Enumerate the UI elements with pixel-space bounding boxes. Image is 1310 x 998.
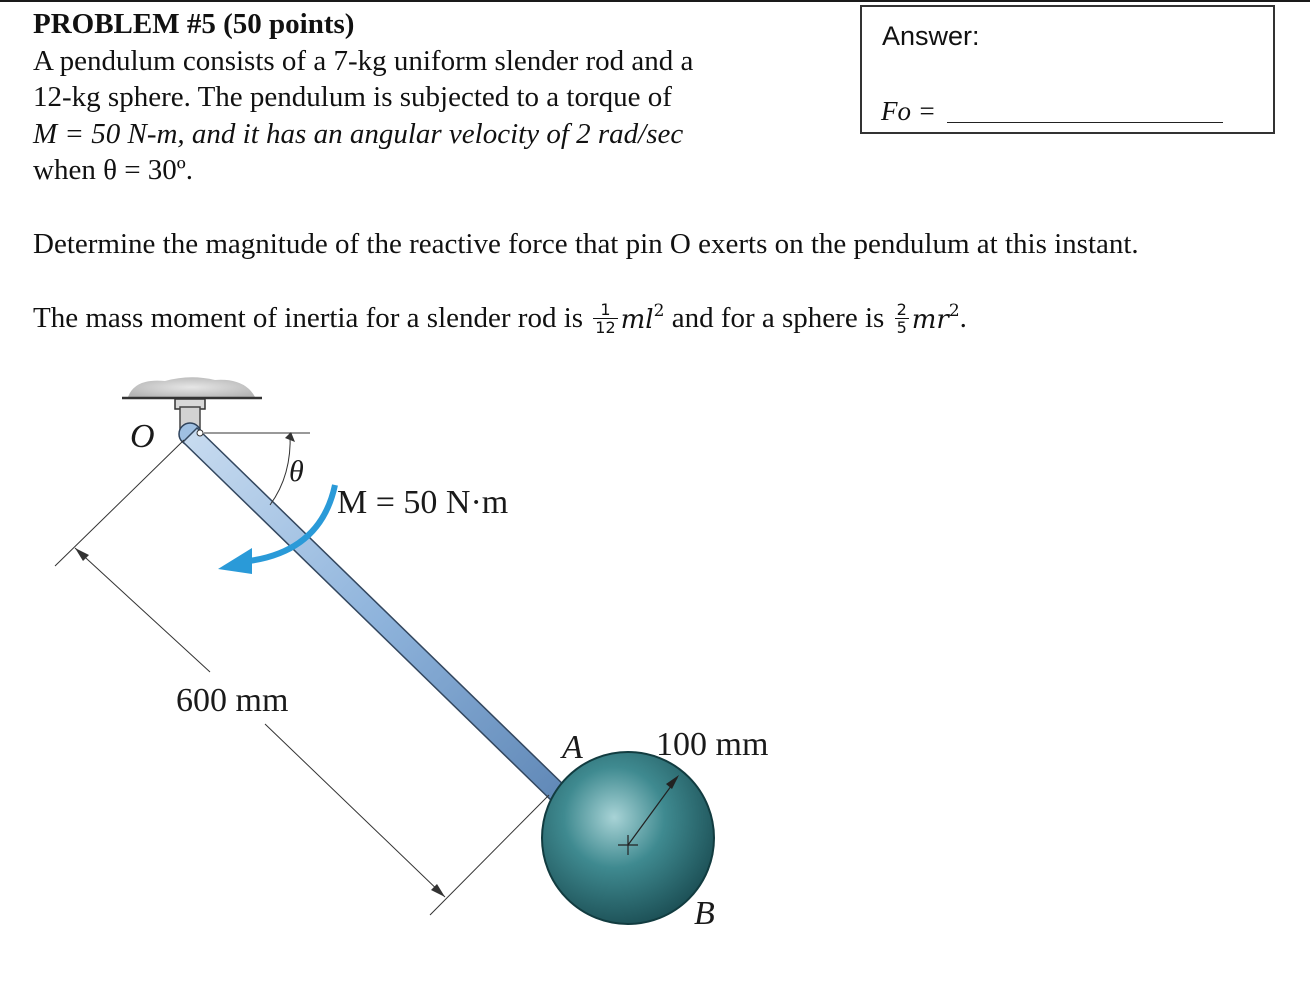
moment-arrowhead [218, 548, 252, 574]
label-A: A [562, 729, 583, 766]
dimension-line-upper [75, 548, 210, 672]
extension-line-bottom [430, 795, 549, 915]
problem-line-3: M = 50 N-m, and it has an angular velocity of 2 rad/sec [33, 117, 684, 150]
dimension-line-lower [265, 724, 445, 897]
sphere-expr: mr [911, 305, 949, 336]
sphere-exponent: 2 [948, 301, 960, 322]
sphere-inertia-expression [912, 301, 960, 335]
rod-fraction-numerator: 1 [593, 301, 617, 319]
problem-line-2: 12-kg sphere. The pendulum is subjected to a torque of [33, 81, 672, 113]
sphere-fraction [895, 301, 909, 336]
label-moment: M = 50 N·m [337, 484, 509, 521]
sphere-fraction-denominator: 5 [896, 317, 907, 337]
fo-answer-blank[interactable] [947, 122, 1223, 123]
ceiling-support [128, 377, 255, 397]
inertia-middle: and for a sphere is [664, 301, 892, 334]
top-rule [0, 0, 1310, 2]
problem-statement [33, 6, 693, 189]
answer-label: Answer: [882, 21, 980, 51]
pendulum-figure [0, 370, 820, 970]
extension-line-top [55, 440, 184, 566]
problem-title: PROBLEM #5 (50 points) [33, 8, 355, 40]
problem-line-1: A pendulum consists of a 7-kg uniform slender rod and a [33, 44, 694, 77]
rod-exponent: 2 [653, 301, 665, 322]
label-theta: θ [289, 455, 304, 488]
question-text: Determine the magnitude of the reactive force that pin O exerts on the pendulum at this instant. [33, 228, 1139, 260]
problem-line-4: when θ = 30º. [33, 154, 194, 186]
label-O: O [130, 418, 155, 455]
inertia-prefix: The mass moment of inertia for a slender rod is [33, 301, 584, 334]
fo-label: Fo = [881, 96, 936, 126]
rod-fraction [593, 301, 617, 336]
label-radius: 100 mm [656, 726, 769, 763]
sphere-fraction-numerator: 2 [896, 299, 907, 319]
inertia-formula-line [33, 300, 967, 360]
theta-arc [270, 433, 290, 505]
rod-expr: ml [620, 305, 654, 336]
rod-inertia-expression [621, 301, 665, 335]
reference-point [197, 430, 203, 436]
rod-fraction-denominator: 12 [595, 317, 616, 337]
label-B: B [694, 895, 715, 932]
inertia-suffix: . [959, 301, 967, 334]
answer-box [860, 5, 1275, 134]
label-length: 600 mm [176, 682, 289, 719]
